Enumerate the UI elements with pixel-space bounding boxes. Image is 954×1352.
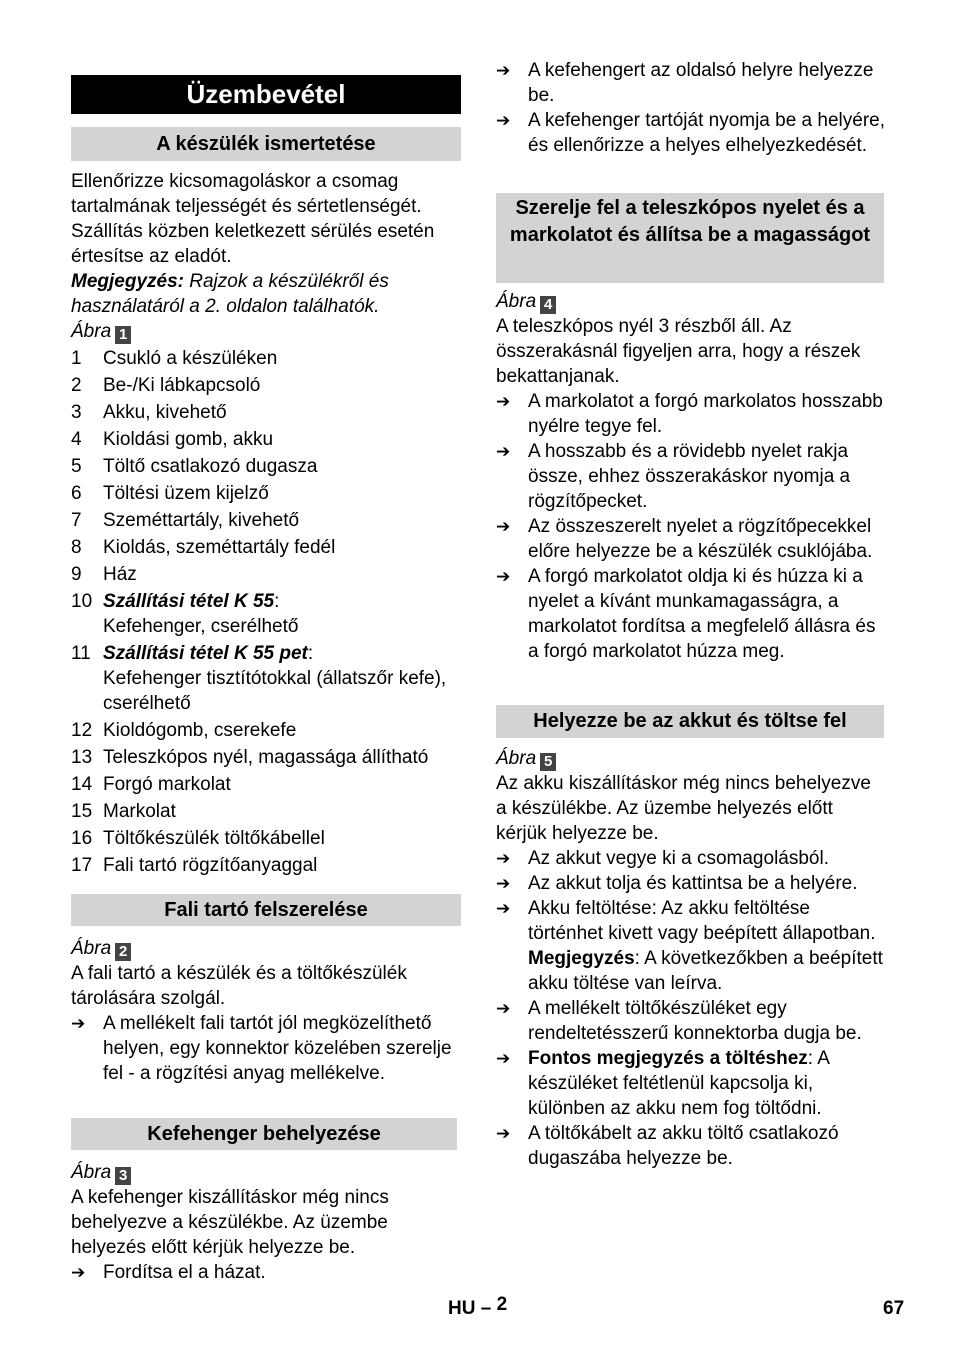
figure-ref [496,746,886,771]
list-item [71,481,463,506]
list-item-description: Be-/Ki lábkapcsoló [103,375,261,396]
footer-dash: – [480,1298,492,1319]
list-item-text [103,641,463,716]
section-heading-description: A készülék ismertetése [71,127,461,161]
list-item-number: 17 [71,855,93,876]
arrow-right-icon: ➔ [496,442,511,461]
arrow-right-icon: ➔ [71,1014,86,1033]
step-item [496,514,886,564]
list-item-text [103,826,463,851]
arrow-right-icon: ➔ [496,849,511,868]
figure-ref [71,936,463,961]
step-text: A mellékelt töltőkészüléket egy rendeltetésszerű konnektorba dugja be. [528,998,862,1044]
list-item [71,745,463,770]
list-item-description: Fali tartó rögzítőanyaggal [103,855,318,876]
list-item-number: 4 [71,429,82,450]
step-text: A forgó markolatot oldja ki és húzza ki a nyelet a kívánt munkamagasságra, a markolatot fordítsa a megfelelő állásra és a forgó markolatot húzza meg. [528,566,876,662]
list-item [71,826,463,851]
step-text: Az összeszerelt nyelet a rögzítőpecekkel előre helyezze be a készülék csuklójába. [528,516,873,562]
list-item [71,641,463,716]
section-wall-mount-body [71,936,463,1086]
intro-text: Az akku kiszállításkor még nincs behelyezve a készülékbe. Az üzembe helyezés előtt kérjük helyezze be. [496,773,871,844]
list-item-number: 3 [71,402,82,423]
list-item-bold-label: Szállítási tétel K 55 [103,591,275,612]
list-item [71,589,463,639]
list-item [71,718,463,743]
section-description-body [71,169,463,880]
intro-text: A fali tartó a készülék és a töltőkészülék tárolására szolgál. [71,963,407,1009]
step-item [496,846,886,871]
step-item [71,1011,463,1086]
list-item [71,508,463,533]
arrow-right-icon: ➔ [496,999,511,1018]
step-item [496,871,886,896]
step-text: A kefehengert az oldalsó helyre helyezze be. [528,60,874,106]
list-item-description: Kioldás, szeméttartály fedél [103,537,336,558]
list-item-number: 11 [71,643,91,664]
step-text: A töltőkábelt az akku töltő csatlakozó dugaszába helyezze be. [528,1123,839,1169]
steps-list [496,389,886,664]
steps-list [71,1011,463,1086]
steps-list [496,58,886,158]
list-item-description: Szeméttartály, kivehető [103,510,300,531]
arrow-right-icon: ➔ [496,111,511,130]
arrow-right-icon: ➔ [496,899,511,918]
list-item-colon: : [307,643,314,664]
list-item-number: 10 [71,591,93,612]
figure-ref [496,289,886,314]
section-brush-continued [496,58,886,158]
list-item-number: 13 [71,747,93,768]
list-item-text [103,799,463,824]
step-text: A kefehenger tartóját nyomja be a helyére, és ellenőrizze a helyes elhelyezkedését. [528,110,886,156]
list-item-number: 8 [71,537,82,558]
list-item-description: Akku, kivehető [103,402,227,423]
step-text-part: : A készüléket feltétlenül kapcsolja ki, különben az akku nem fog töltődni. [528,1048,829,1119]
list-item-text [103,772,463,797]
list-item-text [103,454,463,479]
list-item-description: Ház [103,564,137,585]
list-item-number: 15 [71,801,93,822]
list-item-text [103,745,463,770]
step-text-part: Akku feltöltése: Az akku feltöltése történhet kivett vagy beépített állapotban. [528,898,876,944]
section-heading-handle: Szerelje fel a teleszkópos nyelet és a markolatot és állítsa be a magasságot [496,193,884,283]
arrow-right-icon: ➔ [496,567,511,586]
step-item [496,389,886,439]
list-item [71,346,463,371]
step-item [496,58,886,108]
section-heading-brush: Kefehenger behelyezése [71,1118,457,1150]
list-item-description: Kioldási gomb, akku [103,429,274,450]
step-item [496,1046,886,1121]
figure-label: Ábra [71,1162,112,1183]
list-item-text [103,535,463,560]
list-item-description: Kioldógomb, cserekefe [103,720,297,741]
list-item-text [103,589,463,639]
arrow-right-icon: ➔ [496,61,511,80]
list-item-colon: : [274,591,280,612]
figure-number-badge: 5 [540,753,556,771]
list-item-description: Teleszkópos nyél, magassága állítható [103,747,429,768]
step-text-part: : A következőkben a beépített akku töltése van leírva. [528,948,883,994]
figure-label: Ábra [71,938,112,959]
parts-list [71,346,463,878]
figure-ref [71,319,463,344]
list-item [71,772,463,797]
list-item-text [103,373,463,398]
intro-text: A teleszkópos nyél 3 részből áll. Az összerakásnál figyeljen arra, hogy a részek bekattanjanak. [496,316,861,387]
list-item [71,562,463,587]
list-item-description: Kefehenger tisztítótokkal (állatszőr kefe), cserélhető [103,668,447,714]
list-item [71,373,463,398]
list-item-description: Markolat [103,801,176,822]
list-item-description: Forgó markolat [103,774,231,795]
note-text: Rajzok a készülékről és használatáról a 2. oldalon találhatók. [71,271,389,317]
important-label: Fontos megjegyzés a töltéshez [528,1048,808,1069]
figure-number-badge: 4 [540,296,556,314]
list-item-bold-label: Szállítási tétel K 55 pet [103,643,308,664]
note-label: Megjegyzés [528,948,635,969]
figure-label: Ábra [496,291,537,312]
list-item-text [103,508,463,533]
list-item-text [103,562,463,587]
footer-lang: HU [448,1298,476,1319]
step-item [496,439,886,514]
figure-label: Ábra [496,748,537,769]
list-item [71,799,463,824]
step-text: Az akkut tolja és kattintsa be a helyére. [528,873,858,894]
arrow-right-icon: ➔ [496,874,511,893]
list-item-description: Kefehenger, cserélhető [103,616,299,637]
list-item-number: 6 [71,483,82,504]
list-item [71,535,463,560]
list-item-text [103,853,463,878]
step-item [496,996,886,1046]
section-battery-body [496,746,886,1171]
list-item-text [103,346,463,371]
list-item [71,400,463,425]
step-item [496,1121,886,1171]
list-item-number: 1 [71,348,82,369]
figure-ref [71,1160,463,1185]
step-text: A markolatot a forgó markolatos hosszabb nyélre tegye fel. [528,391,883,437]
page-title: Üzembevétel [71,75,461,114]
intro-text: Ellenőrizze kicsomagoláskor a csomag tartalmának teljességét és sértetlenségét. Szállítás közben keletkezett sérülés esetén értesítse az eladót. [71,171,435,267]
list-item-number: 16 [71,828,93,849]
list-item-text [103,718,463,743]
list-item-number: 5 [71,456,82,477]
list-item-number: 14 [71,774,93,795]
section-heading-wall-mount: Fali tartó felszerelése [71,894,461,926]
list-item-number: 2 [71,375,82,396]
step-item [71,1260,463,1285]
step-item [496,564,886,664]
step-text: A mellékelt fali tartót jól megközelíthető helyen, egy konnektor közelében szerelje fel - a rögzítési anyag mellékelve. [103,1013,452,1084]
list-item-text [103,400,463,425]
arrow-right-icon: ➔ [71,1263,86,1282]
list-item-text [103,427,463,452]
list-item [71,853,463,878]
section-handle-body [496,289,886,664]
figure-number-badge: 1 [115,326,131,344]
list-item-description: Töltőkészülék töltőkábellel [103,828,325,849]
page-number: 67 [883,1298,905,1319]
arrow-right-icon: ➔ [496,517,511,536]
step-text: A hosszabb és a rövidebb nyelet rakja össze, ehhez összerakáskor nyomja a rögzítőpecket. [528,441,851,512]
step-text: Az akkut vegye ki a csomagolásból. [528,848,829,869]
figure-number-badge: 3 [115,1167,131,1185]
list-item-number: 12 [71,720,93,741]
step-text [528,896,886,996]
note-paragraph [71,269,463,319]
arrow-right-icon: ➔ [496,392,511,411]
list-item-description: Töltési üzem kijelző [103,483,269,504]
footer-language-page [448,1296,507,1321]
footer-sub-page: 2 [496,1294,508,1315]
note-label: Megjegyzés: [71,271,184,292]
list-item-number: 9 [71,564,82,585]
figure-label: Ábra [71,321,112,342]
figure-number-badge: 2 [115,943,131,961]
list-item [71,454,463,479]
step-text [528,1046,886,1121]
list-item-number: 7 [71,510,82,531]
list-item-description: Csukló a készüléken [103,348,278,369]
steps-list [71,1260,463,1285]
list-item-description: Töltő csatlakozó dugasza [103,456,318,477]
section-brush-body [71,1160,463,1285]
step-text: Fordítsa el a házat. [103,1262,266,1283]
section-heading-battery: Helyezze be az akkut és töltse fel [496,705,884,738]
intro-text: A kefehenger kiszállításkor még nincs behelyezve a készülékbe. Az üzembe helyezés előtt kérjük helyezze be. [71,1187,389,1258]
step-item [496,108,886,158]
step-item [496,896,886,996]
arrow-right-icon: ➔ [496,1124,511,1143]
arrow-right-icon: ➔ [496,1049,511,1068]
list-item-text [103,481,463,506]
list-item [71,427,463,452]
